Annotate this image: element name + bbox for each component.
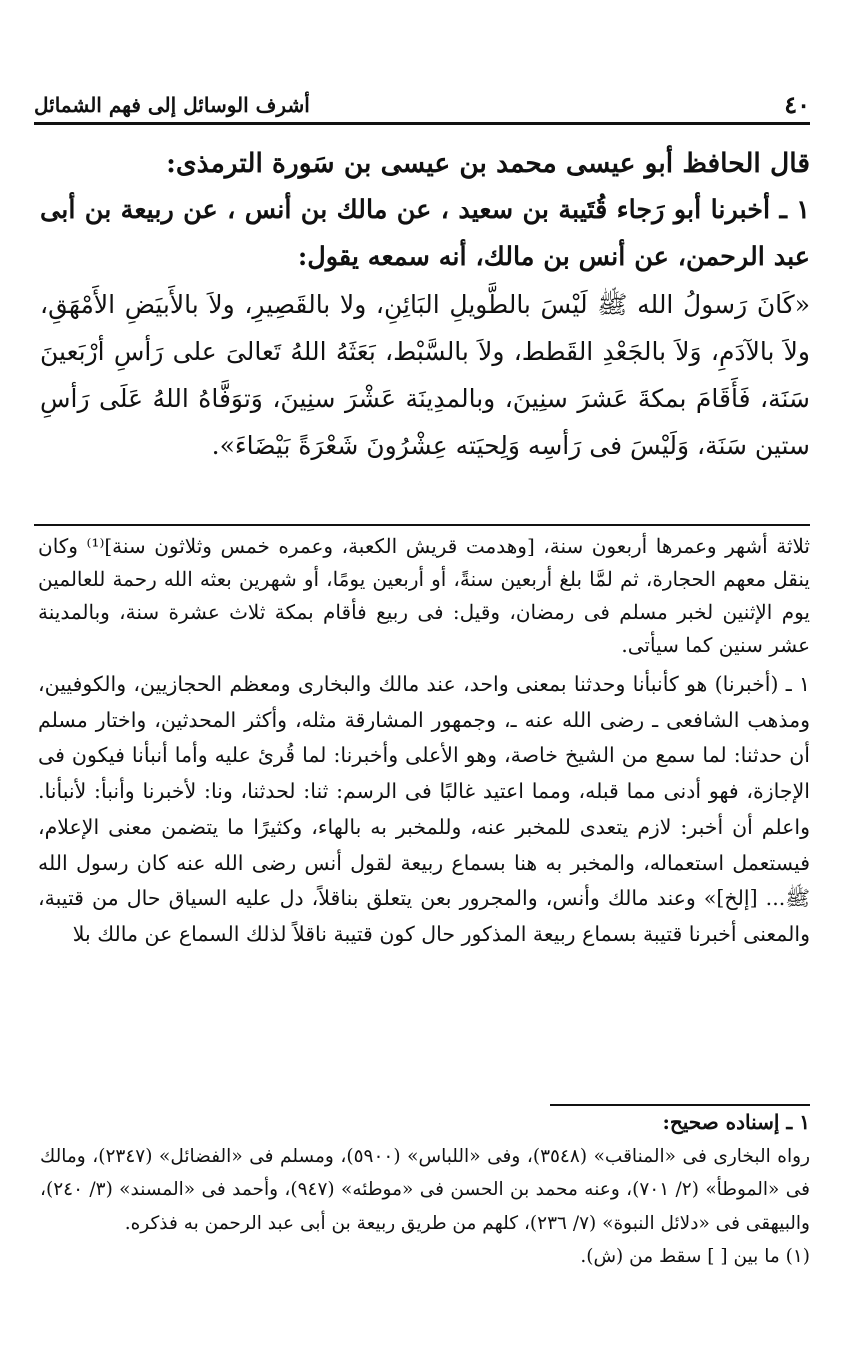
isnad-paragraph: ١ ـ أخبرنا أبو رَجاء قُتَيبة بن سعيد ، عن مالك بن أنس ، عن ربيعة بن أبى عبد الرحمن، عن أنس بن مالك، أنه سمعه يقول: bbox=[40, 195, 810, 272]
footnote-heading: ١ ـ إسناده صحيح: bbox=[662, 1110, 810, 1134]
commentary-note-1: ١ ـ (أخبرنا) هو كأنبأنا وحدثنا بمعنى واحد، عند مالك والبخارى ومعظم الحجازيين، والكوفيين، ومذهب الشافعى ـ رضى الله عنه ـ، وجمهور المشارقة مثله، وأكثر المحدثين، واختار مسلم أن حدثنا: لما سمع من الشيخ خاصة، وهو الأعلى وأخبرنا: لما قُرئ عليه وأما أنبأنا فيكون فى الإجازة، فهو أدنى مما قبله، ومما اعتيد غالبًا فى الرسم: ثنا: لحدثنا، ونا: لأخبرنا وأنبأ: لأنبأنا. واعلم أن أخبر: لازم يتعدى للمخبر عنه، وللمخبر به بالهاء، وكثيرًا ما يتضمن معنى الإعلام، فيستعمل استعماله، والمخبر به هنا بسماع ربيعة لقول أنس رضى الله عنه كان رسول الله ﷺ... [إلخ]» وعند مالك وأنس، والمجرور بعن يتعلق بناقلاً، دل عليه السياق حال من قتيبة، والمعنى أخبرنا قتيبة بسماع ربيعة المذكور حال كون قتيبة ناقلاً لذلك السماع عن مالك بلا bbox=[38, 672, 810, 946]
footnote-bracket-note: (١) ما بين [ ] سقط من (ش). bbox=[580, 1246, 810, 1267]
hadith-text: «كَانَ رَسولُ الله ﷺ لَيْسَ بالطَّويلِ البَائِنِ، ولا بالقَصِيرِ، ولاَ بالأَبيَضِ الأَمْهَقِ، ولاَ بالآدَمِ، وَلاَ بالجَعْدِ القَطط، ولاَ بالسَّبْط، بَعَثَهُ اللهُ تَعالىَ على رَأسِ أرْبَعينَ سَنَة، فَأَقَامَ بمكةَ عَشرَ سنِينَ، وبالمدِينَة عَشْرَ سنِينَ، وَتوَفَّاهُ اللهُ عَلَى رَأسِ ستين سَنَة، وَلَيْسَ فى رَأسِه وَلِحيَته عِشْرُونَ شَعْرَةً بَيْضَاءَ». bbox=[40, 290, 810, 460]
page-number: ٤٠ bbox=[784, 90, 810, 119]
main-text bbox=[40, 140, 810, 469]
commentary bbox=[38, 530, 810, 953]
footnote-takhrij: رواه البخارى فى «المناقب» (٣٥٤٨)، وفى «اللباس» (٥٩٠٠)، ومسلم فى «الفضائل» (٢٣٤٧)، ومالك فى «الموطأ» (٢/ ٧٠١)، وعنه محمد بن الحسن فى «موطئه» (٩٤٧)، وأحمد فى «المسند» (٣/ ٢٤٠)، والبيهقى فى «دلائل النبوة» (٧/ ٢٣٦)، كلهم من طريق ربيعة بن أبى عبد الرحمن به فذكره. bbox=[40, 1145, 810, 1234]
page-header bbox=[34, 84, 810, 125]
running-title: أشرف الوسائل إلى فهم الشمائل bbox=[34, 93, 310, 117]
footnotes bbox=[40, 1106, 810, 1274]
intro-line: قال الحافظ أبو عيسى محمد بن عيسى بن سَورة الترمذى: bbox=[166, 148, 810, 179]
main-separator bbox=[34, 524, 810, 526]
commentary-continuation: ثلاثة أشهر وعمرها أربعون سنة، [وهدمت قريش الكعبة، وعمره خمس وثلاثون سنة]⁽¹⁾ وكان ينقل معهم الحجارة، ثم لمَّا بلغ أربعين سنةً، أو أربعين يومًا، أو شهرين بعثه الله رحمة للعالمين يوم الإثنين لخبر مسلم فى رمضان، وقيل: فى ربيع فأقام بمكة ثلاث عشرة سنة، وبالمدينة عشر سنين كما سيأتى. bbox=[38, 534, 810, 657]
